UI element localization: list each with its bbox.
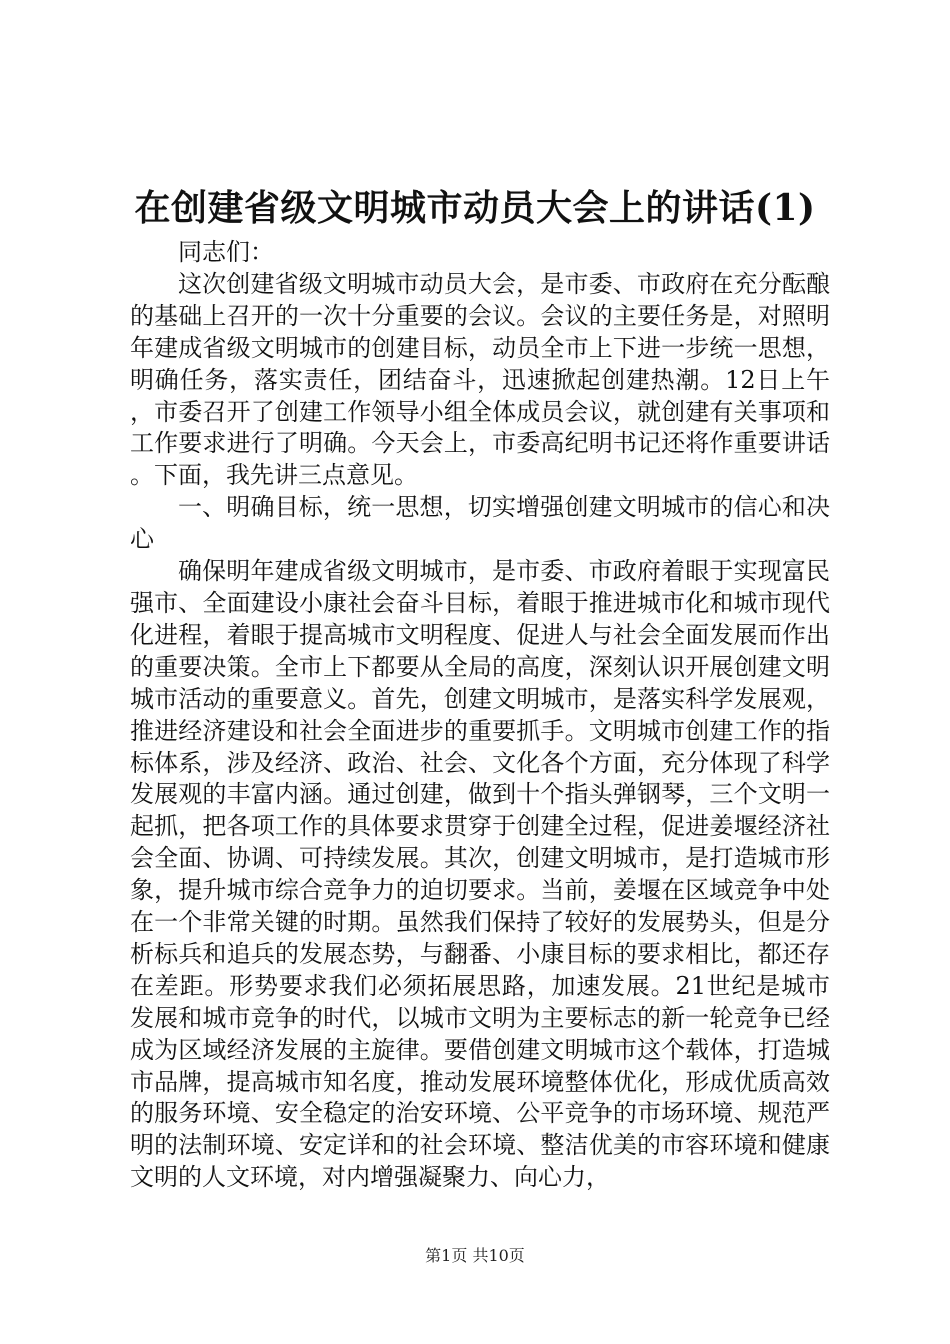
document-body bbox=[130, 237, 830, 1194]
salutation-paragraph: 同志们： bbox=[178, 238, 274, 266]
section-1-paragraph: 确保明年建成省级文明城市，是市委、市政府着眼于实现富民强市、全面建设小康社会奋斗目标，着眼于推进城市化和城市现代化进程，着眼于提高城市文明程度、促进人与社会全面发展而作出的重要决策。全市上下都要从全局的高度，深刻认识开展创建文明城市活动的重要意义。首先，创建文明城市，是落实科学发展观，推进经济建设和社会全面进步的重要抓手。文明城市创建工作的指标体系，涉及经济、政治、社会、文化各个方面，充分体现了科学发展观的丰富内涵。通过创建，做到十个指头弹钢琴，三个文明一起抓，把各项工作的具体要求贯穿于创建全过程，促进姜堰经济社会全面、协调、可持续发展。其次，创建文明城市，是打造城市形象，提升城市综合竞争力的迫切要求。当前，姜堰在区域竞争中处在一个非常关键的时期。虽然我们保持了较好的发展势头，但是分析标兵和追兵的发展态势，与翻番、小康目标的要求相比，都还存在差距。形势要求我们必须拓展思路，加速发展。21世纪是城市发展和城市竞争的时代，以城市文明为主要标志的新一轮竞争已经成为区域经济发展的主旋律。要借创建文明城市这个载体，打造城市品牌，提高城市知名度，推动发展环境整体优化，形成优质高效的服务环境、安全稳定的治安环境、公平竞争的市场环境、规范严明的法制环境、安定详和的社会环境、整洁优美的市容环境和健康文明的人文环境，对内增强凝聚力、向心力， bbox=[130, 557, 830, 1192]
intro-paragraph: 这次创建省级文明城市动员大会，是市委、市政府在充分酝酿的基础上召开的一次十分重要的会议。会议的主要任务是，对照明年建成省级文明城市的创建目标，动员全市上下进一步统一思想，明确任务，落实责任，团结奋斗，迅速掀起创建热潮。12日上午，市委召开了创建工作领导小组全体成员会议，就创建有关事项和工作要求进行了明确。今天会上，市委高纪明书记还将作重要讲话。下面，我先讲三点意见。 bbox=[130, 269, 830, 490]
document-title: 在创建省级文明城市动员大会上的讲话(1) bbox=[134, 187, 816, 229]
section-heading-1: 一、明确目标，统一思想，切实增强创建文明城市的信心和决心 bbox=[130, 493, 830, 554]
page-number-footer: 第1页 共10页 bbox=[425, 1246, 525, 1265]
